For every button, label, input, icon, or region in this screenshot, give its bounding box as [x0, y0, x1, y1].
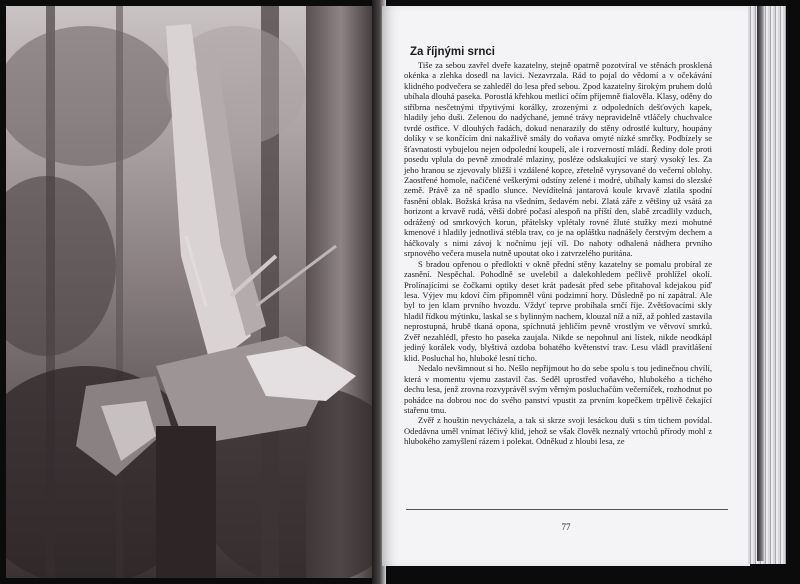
page-edges [748, 6, 788, 564]
left-page-photo [6, 6, 378, 578]
broken-tree-photo [6, 6, 378, 578]
body-text [404, 60, 712, 447]
page-edge-shadow [757, 6, 764, 561]
chapter-title: Za říjnými srnci [410, 46, 496, 58]
paragraph: Zvěř z houštin nevycházela, a tak si skrze svoji lesáckou duši s tím tichem povídal. Odedávna uměl vnímat léčivý klid, jehož se však člověk neznalý vrtochů přírody mohl z hlubokého zamyšlení rázem i polekat. Odněkud z hloubi lesa, ze [404, 415, 712, 447]
cover-edge [786, 0, 800, 584]
paragraph: Nedalo nevšimnout si ho. Nešlo nepřijmout ho do sebe spolu s tou jedinečnou chvílí, která v momentu vjemu zastavil čas. Seděl uprostřed voňavého, hlubokého a tichého dechu lesa, jenž zrovna rozvyprávěl svým věrným posluchačům večerníček, rozhodnut po pohádce na dobrou noc do svého panství vpustit za prvním kopečkem trpělivě čekající stařenu tmu. [404, 363, 712, 415]
page-number: 77 [561, 522, 571, 532]
right-page [382, 6, 750, 566]
paragraph: Tiše za sebou zavřel dveře kazatelny, stejně opatrně pozotvíral ve stěnách prosklená okénka a zlehka dosedl na lavici. Nezavrzala. Rád to pojal do vědomí a v očekávání klidného podvečera se zahleděl do lesa před sebou. Zpod kazatelny širokým pruhem dolů ubíhala dlouhá paseka. Porostlá křehkou metlicí očím příjemně fialověla. Klasy, oděny do stříbrna nesčetnými třpytivými korálky, zrozenými z odpoledních dešťových kapek, hladily jeho duši. Zelenou do nadýchané, jemné trávy nepravidelně vtláčely chuchvalce tvrdé ostřice. V dlouhých řadách, dokud nenarazily do stěny odrostlé kultury, houpány dolíky v se končícím dni nakažlivě smály do voňava omyté nízké smrčky. Podbízely se šťavnatosti vybujelou nejen odpolední koupelí, ale i rozverností mládí. Řediny dole proti posedu vplula do pevně zmodralé mlaziny, posléze odskakující ve starý vysoký les. Za jeho hranou se zjevovaly bližší i vzdálené kopce, zřetelně vyrysované do večerní oblohy. Zaostřené homole, načičené veškerými odstíny zelené i modré, ubíhaly kamsi do slezské země. Právě za ně spadlo slunce. Nevídítelná jantarová koule krvavě zlatila spodní řasnění oblak. Božská krása na všedním, šedavém nebi. Zlatá záře z většiny už vsátá za horizont a krvavě rudá, větší dobré počasí alespoň na příští den, slabě zrcadlily vzduch, odrážený od smrkových korun, přátelsky vplétaly rovné žluté stužky mezi mohutné kmenové i hladily jednotlivá stébla trav, co je na opláštku nadnášely čerstvým dechem a háčkovaly s nimi závoj k nočnímu její víl. Do nahoty odhalená nádhera prvního srpnového večera musela nutně upoutat oko i zatvrzelého puritána. [404, 60, 712, 259]
footer-rule [406, 509, 728, 510]
paragraph: S bradou opřenou o předloktí v okně přední stěny kazatelny se pomalu probíral ze zasnění. Nespěchal. Pohodlně se uvelebil a dalekohledem pečlivě prohlížel okolí. Prolínajícími se čočkami optiky deset krát padesát před sebe přitahoval kdejakou píď lesa. Výjev mu kdoví čím připomněl vůni podzimní hory. Důsledně po ní zapátral. Ale byl to jen klam prvního hvozdu. Vždyť teprve probíhala srnčí říje. Zvětšovacími skly hladil řídkou mýtinku, laskal se s bylinným nachem, klouzal níž a níž, až pohled zastavila neprostupná, hrubě tkaná opona, spíchnutá jehličím pevně vrostlým ve větvoví smrků. Zvěř nezahlédl, přesto ho paseka zaujala. Nikde se nepohnul ani lístek, nikde neodkápl jediný korálek vody, blyštivá ozdoba bohatého květenství trav. Lesu vládl pravítlášení klid. Posluchal ho, hluboké lesní ticho. [404, 258, 712, 363]
